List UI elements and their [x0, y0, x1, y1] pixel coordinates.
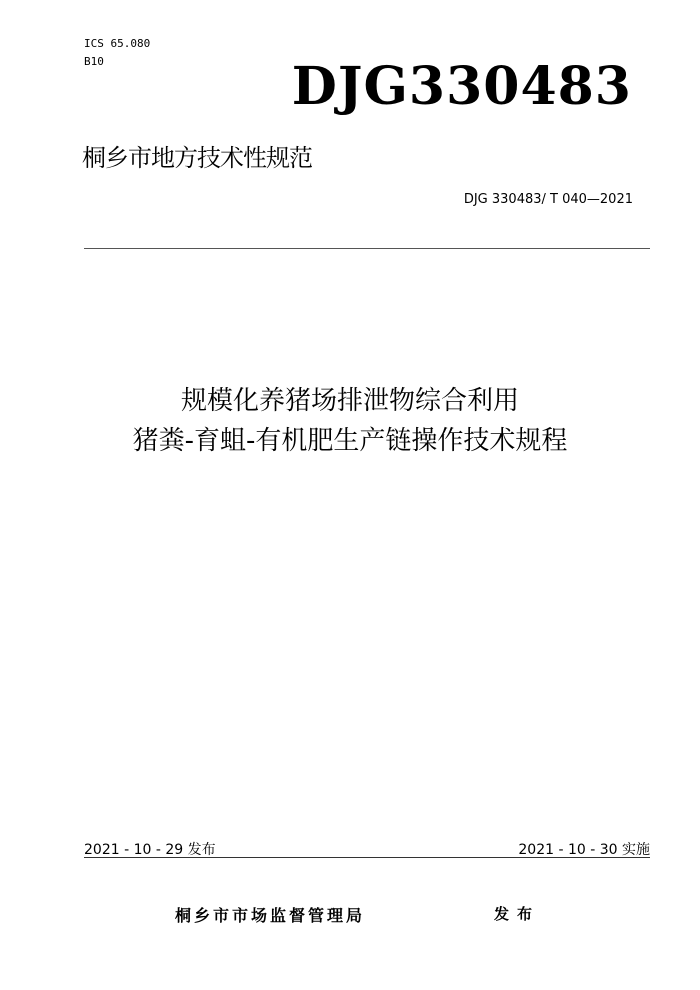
standard-number: DJG 330483/ T 040—2021 — [463, 192, 633, 207]
issue-date: 2021 - 10 - 29 发布 — [84, 842, 216, 858]
ics-code: ICS 65.080 — [84, 37, 151, 50]
top-divider — [84, 248, 650, 249]
implementation-date: 2021 - 10 - 30 实施 — [518, 842, 650, 858]
standard-type: 桐乡市地方技术性规范 — [82, 144, 312, 172]
issuing-authority: 桐乡市市场监督管理局 — [175, 906, 366, 925]
document-title-line1: 规模化养猪场排泄物综合利用 — [180, 386, 519, 416]
issue-label: 发布 — [494, 905, 541, 923]
document-title-line2: 猪粪-育蛆-有机肥生产链操作技术规程 — [132, 426, 568, 456]
standard-code-logo: DJG330483 — [291, 56, 632, 117]
ccs-code: B10 — [84, 55, 104, 68]
bottom-divider — [84, 857, 650, 858]
